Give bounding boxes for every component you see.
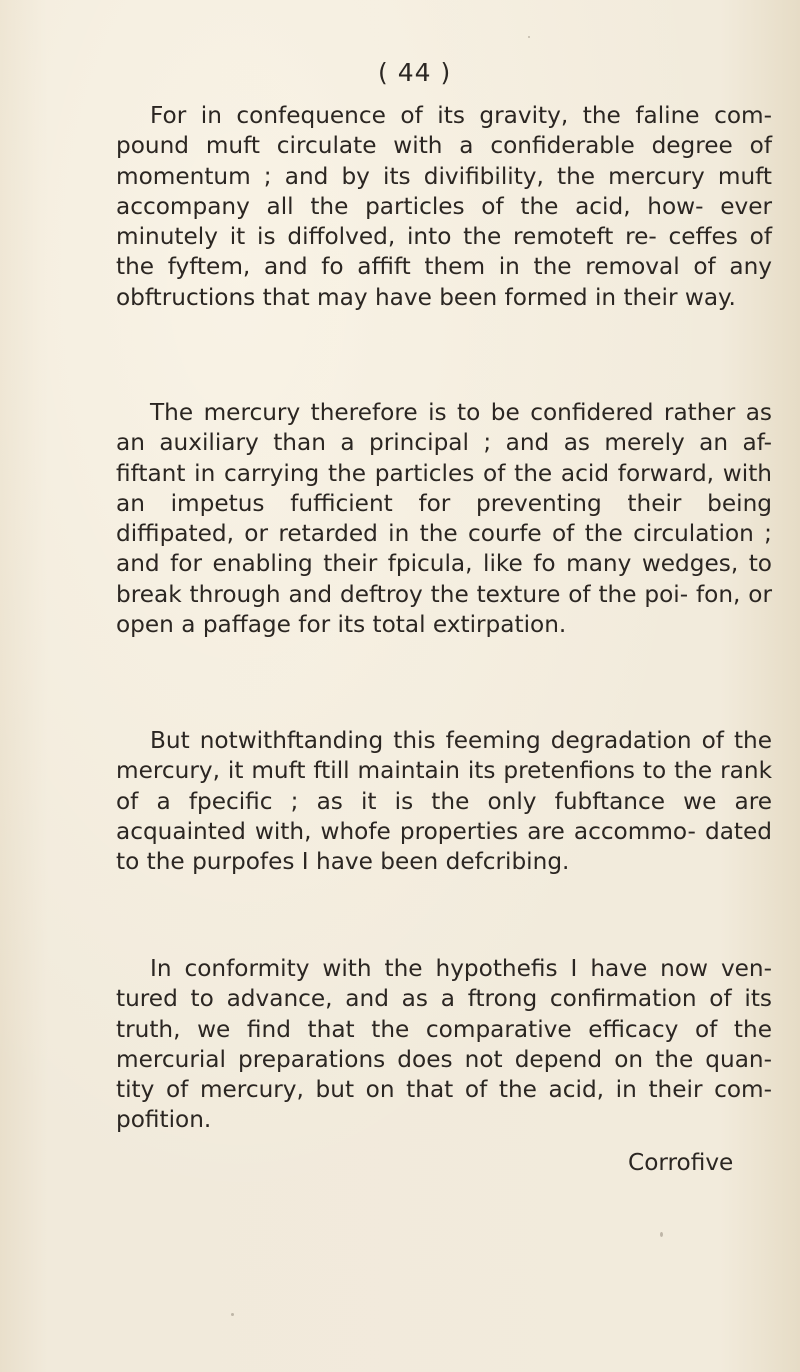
paragraph-3 <box>116 726 772 877</box>
paragraph-1-text: For in confequence of its gravity, the faline com- pound muft circulate with a confiderable degree of momentum ; and by its divifibility, the mercury muft accompany all the particles of the acid, how- ever minutely it is diffolved, into the remoteft re- ceffes of the fyftem, and fo affift them in the removal of any obftructions that may have been formed in their way. <box>116 102 772 311</box>
paragraph-2-text: The mercury therefore is to be confidered rather as an auxiliary than a principal ; and as merely an af- fiftant in carrying the particles of the acid forward, with an impetus fufficient for preventing their being diffipated, or retarded in the courfe of the circulation ; and for enabling their fpicula, like fo many wedges, to break through and deftroy the texture of the poi- fon, or open a paffage for its total extirpation. <box>116 399 772 639</box>
paragraph-2 <box>116 398 772 640</box>
paper-speck <box>660 1232 663 1237</box>
paragraph-4-text: In conformity with the hypothefis I have now ven- tured to advance, and as a ftrong confirmation of its truth, we find that the comparative efficacy of the mercurial preparations does not depend on the quan- tity of mercury, but on that of the acid, in their com- pofition. <box>116 955 772 1134</box>
paragraph-1 <box>116 101 772 313</box>
paper-speck <box>528 36 530 38</box>
paragraph-3-text: But notwithftanding this feeming degradation of the mercury, it muft ftill maintain its pretenfions to the rank of a fpecific ; as it is the only fubftance we are acquainted with, whofe properties are accommo- dated to the purpofes I have been defcribing. <box>116 727 772 876</box>
paragraph-4 <box>116 954 772 1136</box>
paper-speck <box>231 1313 234 1316</box>
catchword: Corrofive <box>628 1149 734 1176</box>
page-number: ( 44 ) <box>378 58 452 87</box>
